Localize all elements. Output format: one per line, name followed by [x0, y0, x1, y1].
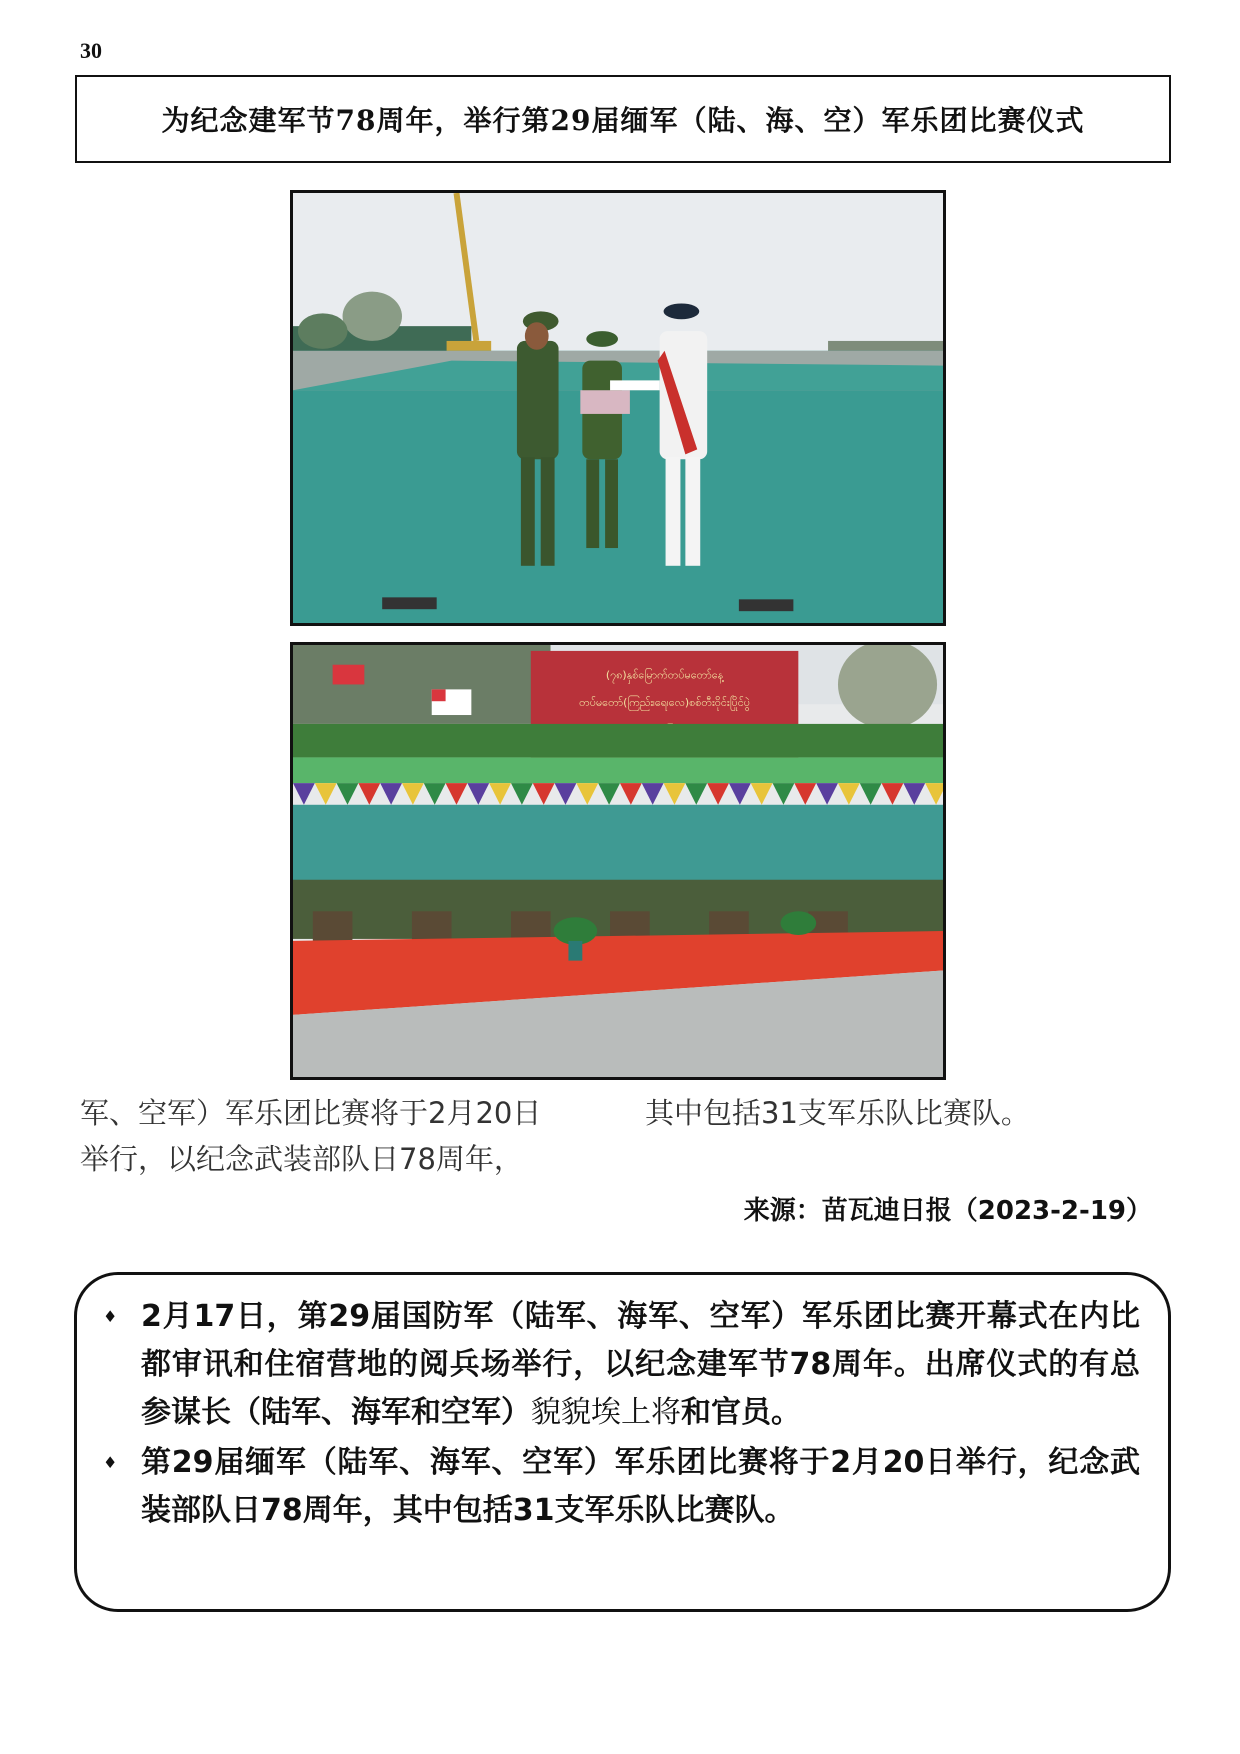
- source-line: 来源：苗瓦迪日报（2023-2-19）: [743, 1196, 1152, 1226]
- caption-right-line-1: 其中包括31支军乐队比赛队。: [645, 1096, 1030, 1130]
- summary-item-2-text: 第29届缅军（陆军、海军、空军）军乐团比赛将于2月20日举行，纪念武装部队日78周年，其中包括31支军乐队比赛队。: [141, 1445, 1140, 1528]
- caption-right: [645, 1090, 1165, 1136]
- summary-box: [74, 1272, 1171, 1612]
- caption-left-line-1: 军、空军）军乐团比赛将于2月20日: [80, 1096, 542, 1130]
- bullet-icon: ♦: [103, 1307, 118, 1326]
- banner-line-2: တပ်မတော်(ကြည်း၊ရေ၊လေ)စစ်တီးဝိုင်းပြိုင်ပွဲ: [579, 696, 750, 710]
- banner-line-1: (၇၈)နှစ်မြောက်တပ်မတော်နေ့: [605, 668, 724, 682]
- summary-item-1-text: [141, 1293, 1140, 1437]
- reviewing-stand-photo: [290, 642, 946, 1080]
- caption-left-line-2: 举行，以纪念武装部队日78周年，: [80, 1142, 523, 1176]
- summary-item-1: [97, 1293, 1140, 1437]
- award-presentation-photo: [290, 190, 946, 626]
- summary-item-1-part-1: 2月17日，第29届国防军（陆军、海军、空军）军乐团比赛开幕式在内比都审讯和住宿营地的阅兵场举行，以纪念建军节78周年。出席仪式的有总参谋长（陆军、海军和空军）: [141, 1299, 1140, 1430]
- page-title: 为纪念建军节78周年，举行第29届缅军（陆、海、空）军乐团比赛仪式: [75, 75, 1171, 163]
- summary-item-2: [97, 1439, 1140, 1535]
- summary-item-1-part-2: 和官员。: [681, 1395, 801, 1430]
- summary-item-1-name: 貌貌埃上将: [531, 1395, 681, 1430]
- page-number: 30: [80, 38, 102, 63]
- bullet-icon: ♦: [103, 1453, 118, 1472]
- caption-left: [80, 1090, 640, 1182]
